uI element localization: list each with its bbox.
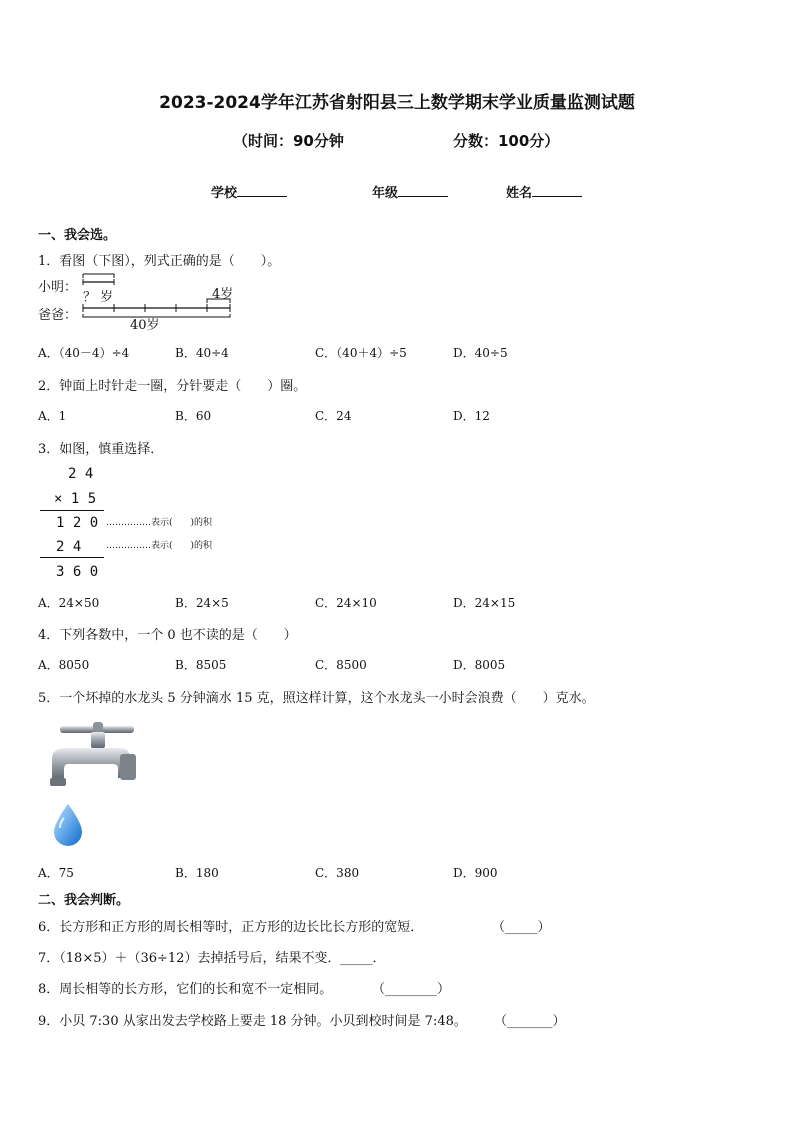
q5-option-b[interactable]: B．180 [175, 866, 219, 880]
q4-option-a[interactable]: A．8050 [38, 658, 90, 672]
name-label: 姓名 [506, 186, 533, 201]
calc-multiplicand: 2 4 [68, 466, 94, 482]
q1-option-c[interactable]: C．（40＋4）÷5 [315, 346, 407, 360]
forty-years-label: 40岁 [130, 318, 160, 333]
q3-option-b[interactable]: B．24×5 [175, 596, 229, 610]
figure-label-baba: 爸爸： [38, 308, 78, 323]
question-8: 8．周长相等的长方形，它们的长和宽不一定相同。 [38, 982, 333, 997]
question-7: 7．（18×5）＋（36÷12）去掉括号后，结果不变． [38, 951, 341, 966]
q1-option-a[interactable]: A．（40－4）÷4 [38, 346, 130, 360]
calc-multiplier: × 1 5 [54, 491, 97, 507]
calc-partial-product-2: 2 4 [56, 539, 82, 555]
q7-answer-blank[interactable]: _____． [340, 951, 386, 966]
calc-partial-product-1: 1 2 0 [56, 515, 99, 531]
q3-option-c[interactable]: C．24×10 [315, 596, 377, 610]
q5-option-d[interactable]: D．900 [453, 866, 498, 880]
section-heading-2: 二、我会判断。 [38, 893, 130, 908]
calc-result: 3 6 0 [56, 564, 99, 580]
q6-answer-blank[interactable]: （_____） [492, 920, 551, 935]
page-title: 2023-2024学年江苏省射阳县三上数学期末学业质量监测试题 [159, 93, 635, 113]
q3-option-a[interactable]: A．24×50 [38, 596, 100, 610]
question-2: 2．钟面上时针走一圈，分针要走（ ）圈。 [38, 379, 307, 394]
school-field [211, 182, 287, 201]
q4-option-b[interactable]: B．8505 [175, 658, 227, 672]
name-blank[interactable] [532, 184, 582, 197]
grade-blank[interactable] [398, 184, 448, 197]
school-blank[interactable] [237, 184, 287, 197]
unknown-age-label: ？ 岁 [83, 290, 114, 305]
q2-option-b[interactable]: B．60 [175, 409, 212, 423]
grade-field [372, 182, 448, 201]
q4-option-d[interactable]: D．8005 [453, 658, 506, 672]
figure-label-xiaoming: 小明： [38, 280, 78, 295]
calc-rule-2 [40, 557, 104, 558]
question-1: 1．看图（下图），列式正确的是（ ）。 [38, 254, 281, 269]
question-4: 4．下列各数中，一个 0 也不读的是（ ） [38, 628, 297, 643]
faucet-icon [38, 718, 148, 850]
calc-note-2: ……………表示( )的积 [106, 541, 213, 551]
four-years-label: 4岁 [212, 287, 234, 302]
exam-score: 分数：100分） [453, 132, 560, 150]
question-3: 3．如图，慎重选择． [38, 442, 164, 457]
question-5: 5．一个坏掉的水龙头 5 分钟滴水 15 克，照这样计算，这个水龙头一小时会浪费（ ）克水。 [38, 691, 595, 706]
grade-label: 年级 [372, 186, 399, 201]
question-6: 6．长方形和正方形的周长相等时，正方形的边长比长方形的宽短． [38, 920, 424, 935]
q9-answer-blank[interactable]: （_______） [494, 1014, 566, 1029]
q5-option-a[interactable]: A．75 [38, 866, 74, 880]
name-field [506, 182, 582, 201]
q5-option-c[interactable]: C．380 [315, 866, 360, 880]
q1-option-d[interactable]: D．40÷5 [453, 346, 508, 360]
q2-option-c[interactable]: C．24 [315, 409, 352, 423]
school-label: 学校 [211, 186, 238, 201]
section-heading: 一、我会选。 [38, 228, 117, 243]
question-9: 9．小贝 7:30 从家出发去学校路上要走 18 分钟。小贝到校时间是 7:48。 [38, 1014, 467, 1029]
calc-rule-1 [40, 510, 104, 511]
q3-option-d[interactable]: D．24×15 [453, 596, 516, 610]
calc-note-1: ……………表示( )的积 [106, 518, 213, 528]
q2-option-a[interactable]: A．1 [38, 409, 67, 423]
q4-option-c[interactable]: C．8500 [315, 658, 367, 672]
q2-option-d[interactable]: D．12 [453, 409, 490, 423]
q1-option-b[interactable]: B．40÷4 [175, 346, 229, 360]
exam-time: （时间：90分钟 [233, 132, 344, 150]
q8-answer-blank[interactable]: （________） [372, 982, 451, 997]
